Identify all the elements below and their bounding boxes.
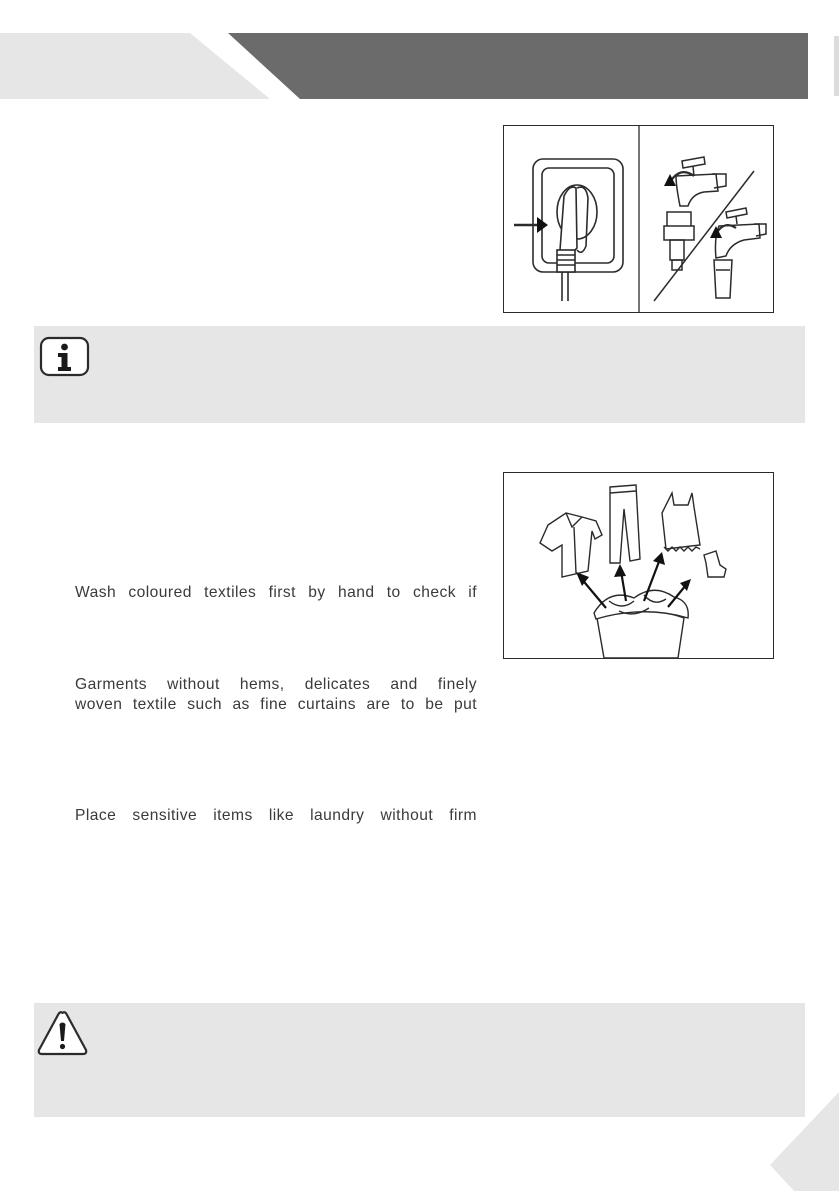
info-icon bbox=[39, 336, 90, 377]
plug-into-socket-icon bbox=[514, 159, 623, 301]
warning-icon bbox=[36, 1009, 89, 1057]
water-tap-open-icon bbox=[654, 157, 766, 301]
warning-note-panel bbox=[34, 1003, 805, 1117]
paragraph-garments-line2: woven textile such as fine curtains are to be put bbox=[75, 696, 477, 713]
header-tab-dark bbox=[228, 33, 808, 99]
page-edge-marker bbox=[834, 36, 839, 96]
laundry-sorting-icon bbox=[504, 473, 773, 658]
info-note-panel bbox=[34, 326, 805, 423]
header-tab-light bbox=[0, 33, 270, 99]
paragraph-coloured-textiles-line1: Wash coloured textiles first by hand to check if bbox=[75, 584, 477, 601]
figure-plug-and-tap bbox=[503, 125, 774, 313]
paragraph-sensitive-items-line1: Place sensitive items like laundry without firm bbox=[75, 807, 477, 824]
figure-laundry-sorting bbox=[503, 472, 774, 659]
paragraph-garments-line1: Garments without hems, delicates and finely bbox=[75, 676, 477, 693]
